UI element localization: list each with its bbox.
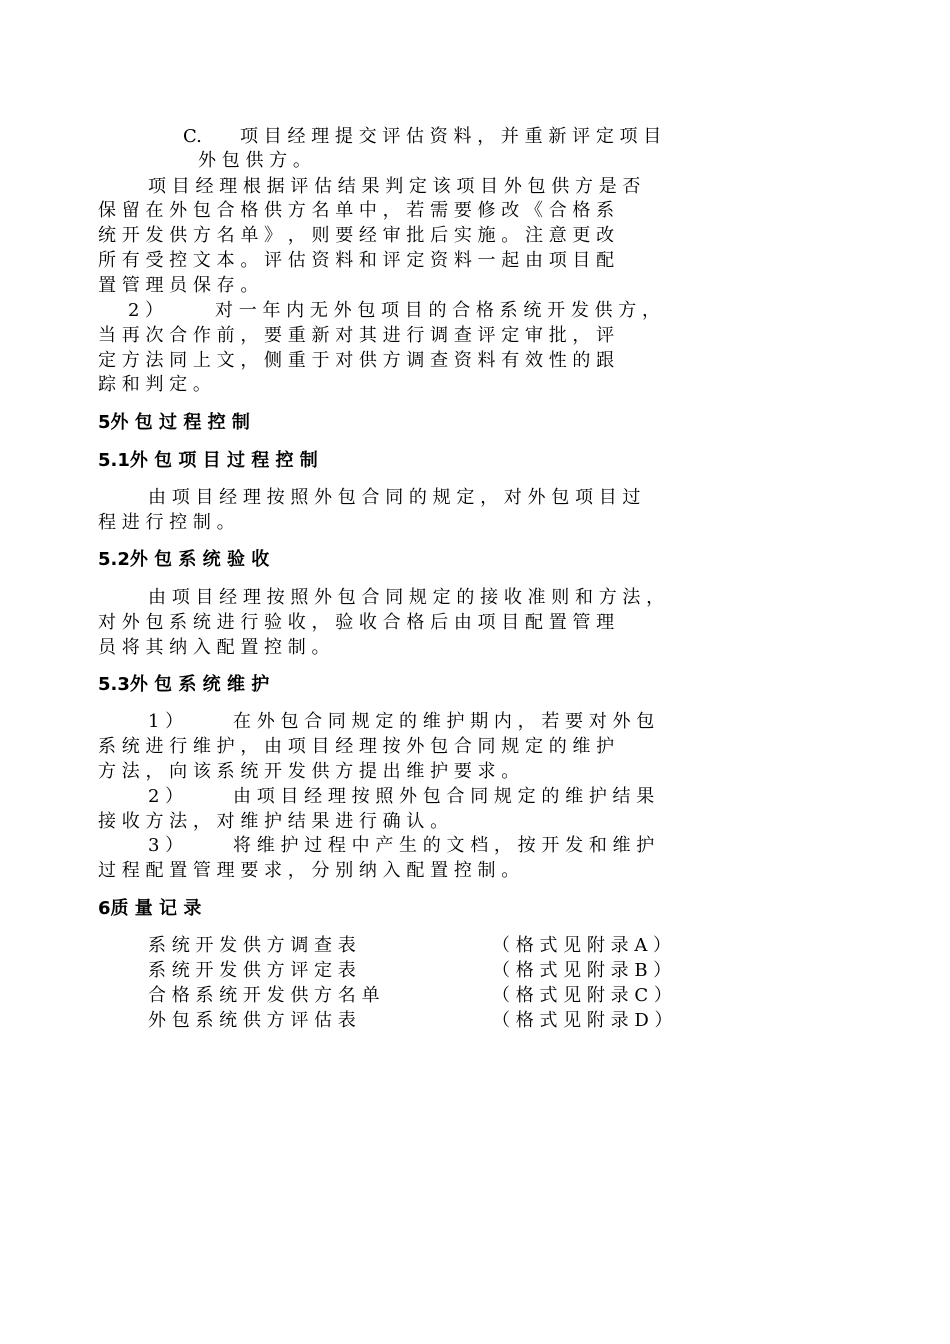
text-line-19-part-1: 员 将 其 纳 入 配 置 控 制 。 — [98, 637, 330, 658]
text-line-17 — [0, 586, 950, 610]
text-line-23 — [0, 760, 950, 784]
text-line-6-part-1: 所 有 受 控 文 本 。 评 估 资 料 和 评 定 资 料 一 起 由 项 目 配 — [98, 250, 615, 271]
text-line-8-part-1: 2 ） — [128, 300, 164, 321]
text-line-11 — [0, 373, 950, 397]
section-heading-3-part-1: 5.2外 包 系 统 验 收 — [98, 549, 270, 570]
text-line-31 — [0, 984, 950, 1008]
text-line-10 — [0, 349, 950, 373]
text-line-14 — [0, 486, 950, 510]
text-line-15 — [0, 511, 950, 535]
text-line-19 — [0, 636, 950, 660]
text-line-31-part-1: 合 格 系 统 开 发 供 方 名 单 — [148, 985, 380, 1006]
text-line-26-part-1: 3 ） — [148, 835, 184, 856]
section-heading-4 — [0, 673, 950, 697]
text-line-4-part-1: 保 留 在 外 包 合 格 供 方 名 单 中 ， 若 需 要 修 改 《 合 格 系 — [98, 200, 615, 221]
section-heading-3 — [0, 548, 950, 572]
text-line-29-part-1: 系 统 开 发 供 方 调 查 表 — [148, 935, 356, 956]
text-line-27-part-1: 过 程 配 置 管 理 要 求 ， 分 别 纳 入 配 置 控 制 。 — [98, 860, 520, 881]
text-line-17-part-1: 由 项 目 经 理 按 照 外 包 合 同 规 定 的 接 收 准 则 和 方 法 ， — [148, 587, 665, 608]
section-heading-1 — [0, 411, 950, 435]
text-line-6 — [0, 249, 950, 273]
text-line-5-part-1: 统 开 发 供 方 名 单 》 ， 则 要 经 审 批 后 实 施 。 注 意 更 改 — [98, 225, 615, 246]
text-line-14-part-1: 由 项 目 经 理 按 照 外 包 合 同 的 规 定 ， 对 外 包 项 目 过 — [148, 487, 641, 508]
text-line-9-part-1: 当 再 次 合 作 前 ， 要 重 新 对 其 进 行 调 查 评 定 审 批 ， 评 — [98, 325, 615, 346]
text-line-26 — [0, 834, 950, 858]
section-heading-4-part-1: 5.3外 包 系 统 维 护 — [98, 674, 270, 695]
text-line-3-part-1: 项 目 经 理 根 据 评 估 结 果 判 定 该 项 目 外 包 供 方 是 否 — [148, 176, 641, 197]
section-heading-5-part-1: 6质 量 记 录 — [98, 898, 202, 919]
text-line-18 — [0, 611, 950, 635]
text-line-30 — [0, 959, 950, 983]
text-line-25 — [0, 810, 950, 834]
text-line-31-part-2: （ 格 式 见 附 录 C ） — [492, 985, 672, 1006]
section-heading-2 — [0, 449, 950, 473]
text-line-1-part-2: 项 目 经 理 提 交 评 估 资 料 ， 并 重 新 评 定 项 目 — [240, 126, 662, 147]
text-line-30-part-1: 系 统 开 发 供 方 评 定 表 — [148, 960, 356, 981]
text-line-30-part-2: （ 格 式 见 附 录 B ） — [492, 960, 672, 981]
text-line-5 — [0, 224, 950, 248]
text-line-22-part-1: 系 统 进 行 维 护 ， 由 项 目 经 理 按 外 包 合 同 规 定 的 维 护 — [98, 736, 615, 757]
text-line-24 — [0, 785, 950, 809]
section-heading-2-part-1: 5.1外 包 项 目 过 程 控 制 — [98, 450, 318, 471]
text-line-1 — [0, 125, 950, 149]
text-line-10-part-1: 定 方 法 同 上 文 ， 侧 重 于 对 供 方 调 查 资 料 有 效 性 的 跟 — [98, 350, 615, 371]
text-line-32-part-2: （ 格 式 见 附 录 D ） — [492, 1010, 673, 1031]
text-line-8-part-2: 对 一 年 内 无 外 包 项 目 的 合 格 系 统 开 发 供 方 ， — [215, 300, 660, 321]
text-line-7-part-1: 置 管 理 员 保 存 。 — [98, 275, 259, 296]
text-line-4 — [0, 199, 950, 223]
text-line-21-part-2: 在 外 包 合 同 规 定 的 维 护 期 内 ， 若 要 对 外 包 — [233, 711, 655, 732]
text-line-7 — [0, 274, 950, 298]
section-heading-5 — [0, 897, 950, 921]
text-line-21 — [0, 710, 950, 734]
section-heading-1-part-1: 5外 包 过 程 控 制 — [98, 412, 250, 433]
text-line-8 — [0, 299, 950, 323]
text-line-11-part-1: 踪 和 判 定 。 — [98, 374, 211, 395]
text-line-32 — [0, 1009, 950, 1033]
text-line-15-part-1: 程 进 行 控 制 。 — [98, 512, 235, 533]
text-line-27 — [0, 859, 950, 883]
text-line-18-part-1: 对 外 包 系 统 进 行 验 收 ， 验 收 合 格 后 由 项 目 配 置 管 理 — [98, 612, 615, 633]
text-line-24-part-2: 由 项 目 经 理 按 照 外 包 合 同 规 定 的 维 护 结 果 — [233, 786, 655, 807]
text-line-26-part-2: 将 维 护 过 程 中 产 生 的 文 档 ， 按 开 发 和 维 护 — [233, 835, 655, 856]
text-line-2-part-1: 外 包 供 方 。 — [198, 150, 311, 171]
text-line-25-part-1: 接 收 方 法 ， 对 维 护 结 果 进 行 确 认 。 — [98, 811, 449, 832]
text-line-23-part-1: 方 法 ， 向 该 系 统 开 发 供 方 提 出 维 护 要 求 。 — [98, 761, 520, 782]
text-line-9 — [0, 324, 950, 348]
text-line-22 — [0, 735, 950, 759]
text-line-1-part-1: C. — [183, 126, 202, 147]
text-line-29 — [0, 934, 950, 958]
text-line-29-part-2: （ 格 式 见 附 录 A ） — [492, 935, 672, 956]
text-line-2 — [0, 149, 950, 173]
text-line-3 — [0, 175, 950, 199]
text-line-21-part-1: 1 ） — [148, 711, 184, 732]
text-line-32-part-1: 外 包 系 统 供 方 评 估 表 — [148, 1010, 356, 1031]
text-line-24-part-1: 2 ） — [148, 786, 184, 807]
